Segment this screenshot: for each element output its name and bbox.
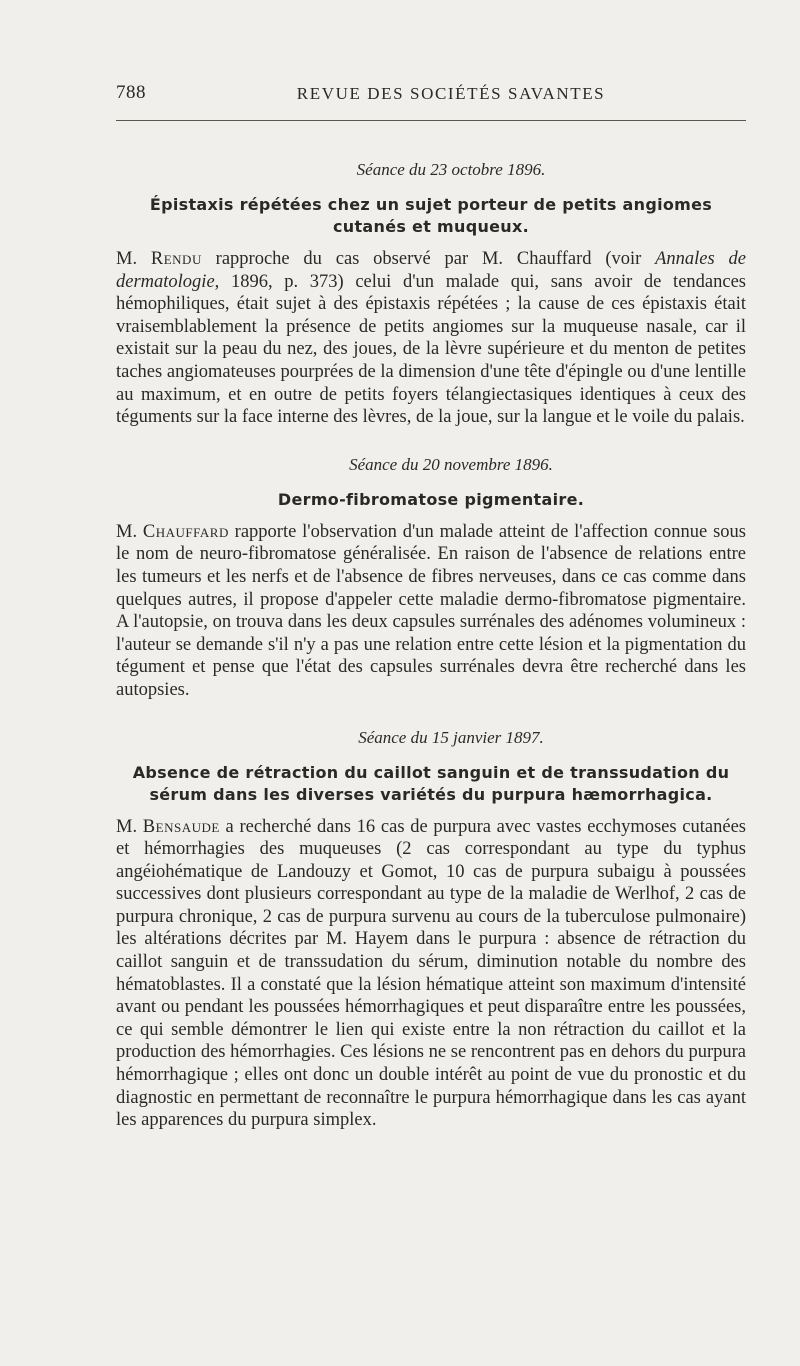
section-3	[116, 728, 746, 1132]
page-number: 788	[116, 82, 146, 103]
paragraph-text-continued: , 1896, p. 373) celui d'un malade qui, sans avoir de tendances hémophiliques, était sujet à des épistaxis répétées ; la cause de ces épistaxis était vraisemblablement la présence de petits angiomes sur la muqueuse nasale, car il existait sur la peau du nez, des joues, de la lèvre supérieure et du menton de petites taches angiomateuses pourprées de la dimension d'une tête d'épingle ou d'une lentille au maximum, et en outre de petits foyers télangiectasiques identiques à ceux des téguments sur la face interne des lèvres, de la joue, sur la langue et le voile du palais.	[116, 271, 746, 428]
section-title: Épistaxis répétées chez un sujet porteur de petits angiomes cutanés et muqueux.	[149, 195, 713, 236]
author-prefix: M.	[116, 816, 143, 837]
seance-date: Séance du 20 novembre 1896.	[349, 454, 553, 474]
author-name: Bensaude	[142, 816, 220, 837]
section-paragraph	[116, 816, 746, 1132]
author-name: Chauffard	[142, 521, 229, 542]
seance-date: Séance du 23 octobre 1896.	[356, 160, 546, 179]
author-prefix: M.	[116, 249, 151, 269]
page-header	[116, 82, 746, 110]
header-rule	[116, 120, 746, 121]
author-prefix: M.	[116, 521, 143, 542]
section-2	[116, 455, 746, 702]
paragraph-text: a recherché dans 16 cas de purpura avec vastes ecchymoses cutanées et hémorrhagies des muqueuses (2 cas correspondant au type du typhus angéiohématique de Landouzy et Gomot, 10 cas de purpura subaigu à poussées successives dont plusieurs correspondant au type de la maladie de Werlhof, 2 cas de purpura chronique, 2 cas de purpura survenu au cours de la tuberculose pulmonaire) les altérations décrites par M. Hayem dans le purpura : absence de rétraction du caillot sanguin et de transsudation du sérum, diminution notable du nombre des hématoblastes. Il a constaté que la lésion hématique atteint son maximum d'intensité avant ou pendant les poussées hémorrhagiques et peut disparaître entre les poussées, ce qui semble démontrer le lien qui existe entre la non rétraction du caillot et la production des hémorrhagies. Ces lésions ne se rencontrent pas en dehors du purpura hémorrhagique ; elles ont donc un double intérêt au point de vue du pronostic et du diagnostic en permettant de reconnaître le purpura hémorrhagique dans les cas ayant les apparences du purpura simplex.	[116, 816, 746, 1131]
author-name: Rendu	[150, 249, 202, 269]
paragraph-text: rapproche du cas observé par M. Chauffard (voir	[201, 249, 656, 269]
section-1	[116, 160, 746, 429]
section-paragraph	[116, 248, 746, 429]
paragraph-text: rapporte l'observation d'un malade atteint de l'affection connue sous le nom de neuro-fibromatose généralisée. En raison de l'absence de relations entre les tumeurs et les nerfs et de l'absence de fibres nerveuses, dans ce cas comme dans quelques autres, il propose d'appeler cette maladie dermo-fibromatose pigmentaire. A l'autopsie, on trouva dans les deux capsules surrénales des adénomes volumineux : l'auteur se demande s'il n'y a pas une relation entre cette lésion et la pigmentation du tégument et pense que l'état des capsules surrénales devra être recherché dans les autopsies.	[116, 521, 746, 700]
section-title: Dermo-fibromatose pigmentaire.	[277, 489, 585, 509]
running-title: REVUE DES SOCIÉTÉS SAVANTES	[296, 84, 606, 103]
section-paragraph	[116, 521, 746, 702]
page-body	[116, 160, 746, 1158]
journal-reference: Annales de dermatologie	[116, 249, 746, 292]
seance-date: Séance du 15 janvier 1897.	[358, 727, 544, 747]
section-title: Absence de rétraction du caillot sanguin et de transsudation du sérum dans les diverses variétés du purpura hæmorrhagica.	[132, 762, 730, 804]
